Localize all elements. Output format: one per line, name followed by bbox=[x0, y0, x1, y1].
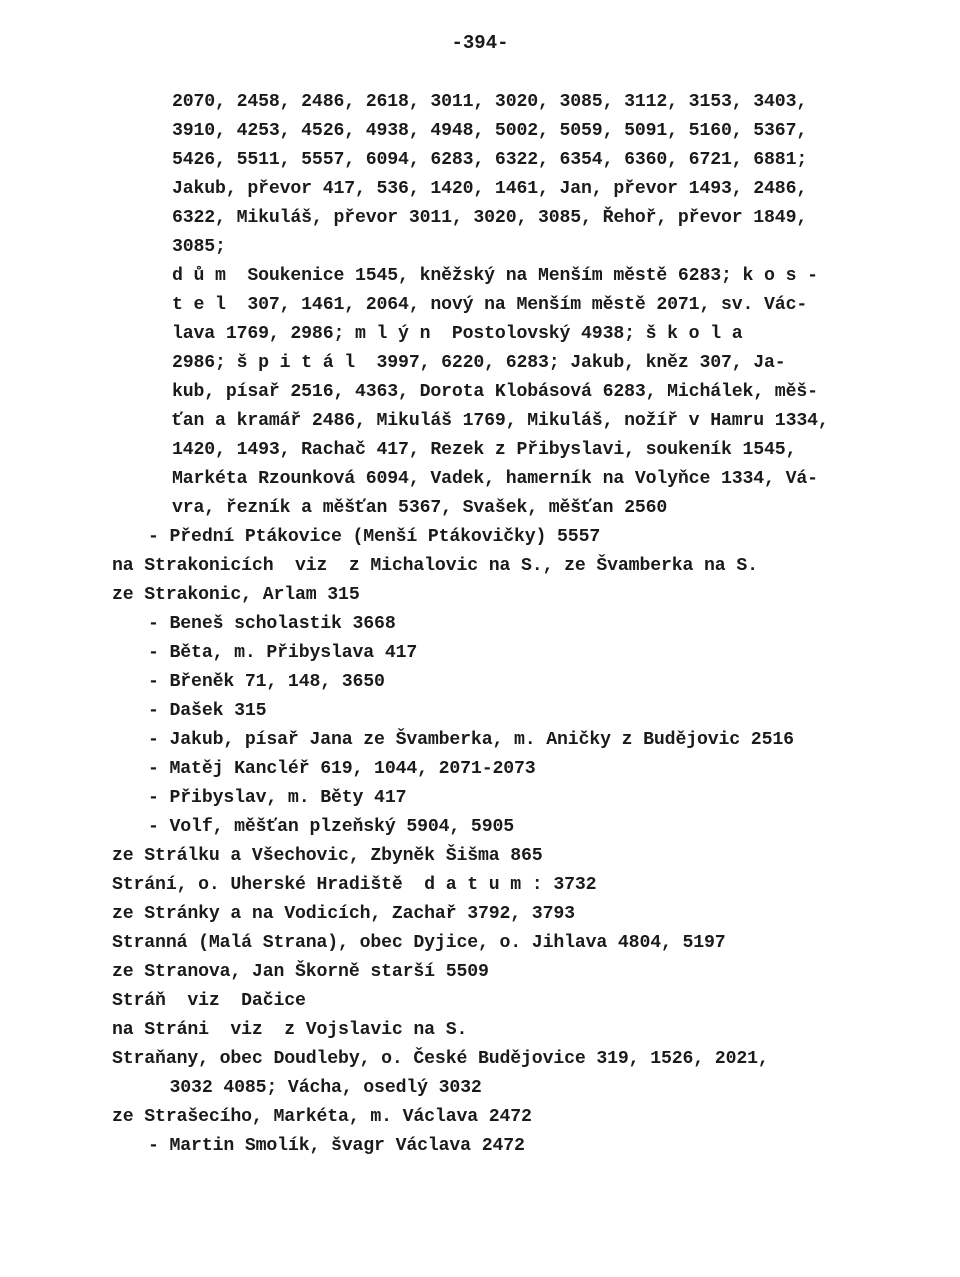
index-line: ze Stránky a na Vodicích, Zachař 3792, 3793 bbox=[112, 904, 575, 924]
index-line: Stráň viz Dačice bbox=[112, 991, 306, 1011]
index-line: Markéta Rzounková 6094, Vadek, hamerník na Volyňce 1334, Vá- bbox=[172, 469, 818, 489]
index-line: - Přibyslav, m. Běty 417 bbox=[148, 788, 407, 808]
index-line: ze Stranova, Jan Škorně starší 5509 bbox=[112, 962, 489, 982]
index-line: 3032 4085; Vácha, osedlý 3032 bbox=[148, 1078, 482, 1098]
index-line: na Stráni viz z Vojslavic na S. bbox=[112, 1020, 468, 1040]
index-line: 5426, 5511, 5557, 6094, 6283, 6322, 6354, 6360, 6721, 6881; bbox=[172, 150, 808, 170]
index-line: ťan a kramář 2486, Mikuláš 1769, Mikuláš, nožíř v Hamru 1334, bbox=[172, 411, 829, 431]
index-line: lava 1769, 2986; m l ý n Postolovský 4938; š k o l a bbox=[172, 324, 743, 344]
page-number: -394- bbox=[451, 32, 509, 54]
index-line: 1420, 1493, Rachač 417, Rezek z Přibyslavi, soukeník 1545, bbox=[172, 440, 797, 460]
index-line: Stranná (Malá Strana), obec Dyjice, o. Jihlava 4804, 5197 bbox=[112, 933, 726, 953]
index-line: - Břeněk 71, 148, 3650 bbox=[148, 672, 385, 692]
index-line: 2986; š p i t á l 3997, 6220, 6283; Jakub, kněz 307, Ja- bbox=[172, 353, 786, 373]
index-line: - Běta, m. Přibyslava 417 bbox=[148, 643, 418, 663]
index-line: 6322, Mikuláš, převor 3011, 3020, 3085, Řehoř, převor 1849, bbox=[172, 208, 808, 228]
index-line: ze Strakonic, Arlam 315 bbox=[112, 585, 360, 605]
index-line: kub, písař 2516, 4363, Dorota Klobásová 6283, Michálek, měš- bbox=[172, 382, 818, 402]
index-line: ze Strašecího, Markéta, m. Václava 2472 bbox=[112, 1107, 532, 1127]
index-line: vra, řezník a měšťan 5367, Svašek, měšťan 2560 bbox=[172, 498, 668, 518]
index-line: na Strakonicích viz z Michalovic na S., ze Švamberka na S. bbox=[112, 556, 758, 576]
index-line: Jakub, převor 417, 536, 1420, 1461, Jan, převor 1493, 2486, bbox=[172, 179, 808, 199]
index-line: d ů m Soukenice 1545, kněžský na Menším městě 6283; k o s - bbox=[172, 266, 818, 286]
index-line: Straňany, obec Doudleby, o. České Budějovice 319, 1526, 2021, bbox=[112, 1049, 769, 1069]
index-line: 3910, 4253, 4526, 4938, 4948, 5002, 5059, 5091, 5160, 5367, bbox=[172, 121, 808, 141]
index-line: 3085; bbox=[172, 237, 226, 257]
index-line: - Martin Smolík, švagr Václava 2472 bbox=[148, 1136, 525, 1156]
index-line: - Dašek 315 bbox=[148, 701, 267, 721]
index-line: - Beneš scholastik 3668 bbox=[148, 614, 396, 634]
index-line: Strání, o. Uherské Hradiště d a t u m : 3732 bbox=[112, 875, 597, 895]
index-line: ze Strálku a Všechovic, Zbyněk Šišma 865 bbox=[112, 846, 543, 866]
index-line: - Přední Ptákovice (Menší Ptákovičky) 5557 bbox=[148, 527, 601, 547]
index-line: - Volf, měšťan plzeňský 5904, 5905 bbox=[148, 817, 514, 837]
index-line: - Jakub, písař Jana ze Švamberka, m. Aničky z Budějovic 2516 bbox=[148, 730, 794, 750]
index-line: - Matěj Kancléř 619, 1044, 2071-2073 bbox=[148, 759, 536, 779]
index-line: t e l 307, 1461, 2064, nový na Menším městě 2071, sv. Vác- bbox=[172, 295, 808, 315]
index-line: 2070, 2458, 2486, 2618, 3011, 3020, 3085, 3112, 3153, 3403, bbox=[172, 92, 808, 112]
